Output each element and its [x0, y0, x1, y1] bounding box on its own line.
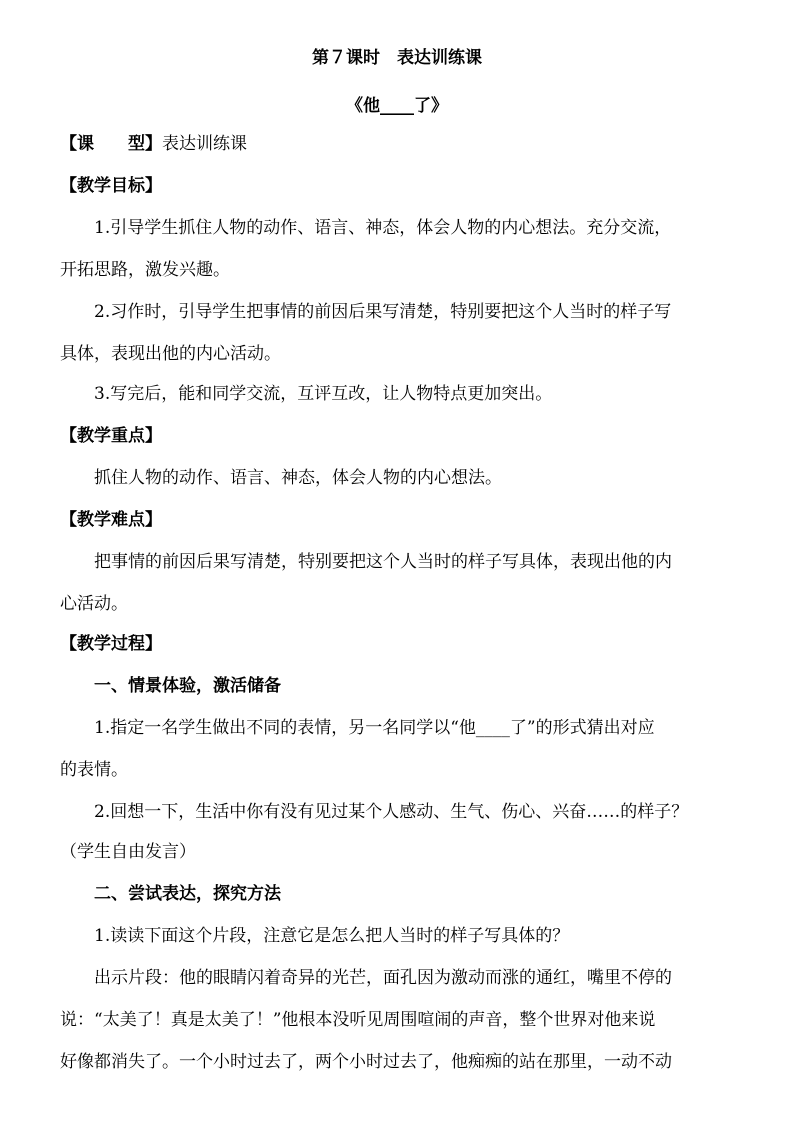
focus-heading: 【教学重点】 [60, 426, 162, 446]
excerpt-line-3: 好像都消失了。一个小时过去了，两个小时过去了，他痴痴的站在那里，一动不动 [60, 1052, 672, 1072]
excerpt-line-2: 说：“太美了！真是太美了！”他根本没听见周围喧闹的声音，整个世界对他来说 [60, 1010, 656, 1030]
goal-3-line-1: 3.写完后，能和同学交流，互评互改，让人物特点更加突出。 [94, 384, 553, 404]
lesson-title: 第７课时 表达训练课 [312, 48, 482, 68]
section-1-item-1-line-1: 1.指定一名学生做出不同的表情，另一名同学以“他____了”的形式猜出对应 [94, 718, 655, 738]
lesson-subtitle: 《他____了》 [346, 96, 448, 116]
excerpt-line-1: 出示片段：他的眼睛闪着奇异的光芒，面孔因为激动而涨的通红，嘴里不停的 [94, 968, 672, 988]
process-heading: 【教学过程】 [60, 634, 162, 654]
difficulty-line-1: 把事情的前因后果写清楚，特别要把这个人当时的样子写具体，表现出他的内 [94, 552, 672, 572]
difficulty-heading: 【教学难点】 [60, 510, 162, 530]
course-type-value: 表达训练课 [162, 134, 247, 154]
section-2-item-1-line-1: 1.读读下面这个片段，注意它是怎么把人当时的样子写具体的？ [94, 926, 570, 946]
goal-2-line-1: 2.习作时，引导学生把事情的前因后果写清楚，特别要把这个人当时的样子写 [94, 302, 672, 322]
course-type-line [0, 132, 794, 156]
difficulty-line-2: 心活动。 [60, 594, 128, 614]
goals-heading: 【教学目标】 [60, 176, 162, 196]
section-2-heading: 二、尝试表达，探究方法 [94, 884, 281, 904]
goal-2-line-2: 具体，表现出他的内心活动。 [60, 344, 281, 364]
course-type-label: 【课 型】 [60, 134, 162, 154]
section-1-item-1-line-2: 的表情。 [60, 760, 128, 780]
section-1-heading: 一、情景体验，激活储备 [94, 676, 281, 696]
goal-1-line-1: 1.引导学生抓住人物的动作、语言、神态，体会人物的内心想法。充分交流， [94, 218, 672, 238]
section-1-item-2-line-2: （学生自由发言） [60, 842, 196, 862]
section-1-item-2-line-1: 2.回想一下，生活中你有没有见过某个人感动、生气、伤心、兴奋……的样子？ [94, 802, 689, 822]
focus-text: 抓住人物的动作、语言、神态，体会人物的内心想法。 [94, 468, 502, 488]
goal-1-line-2: 开拓思路，激发兴趣。 [60, 260, 230, 280]
